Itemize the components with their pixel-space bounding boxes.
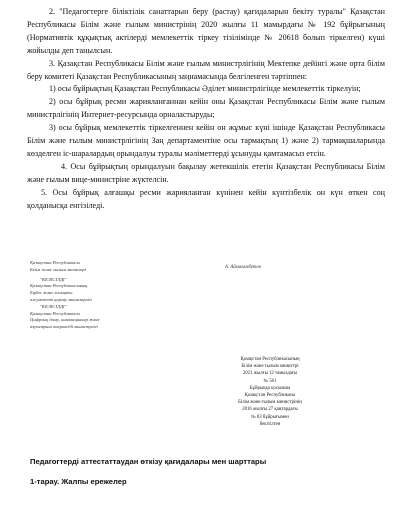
paragraph-3: 3. Қазақстан Республикасы Білім және ғылым министрлігінің Мектепке дейінгі және орта білім беру комитеті Қазақстан Республикасының заңнамасында белгіленген тәртіппен: bbox=[27, 58, 385, 81]
appendix-line: Қазақстан Республикасының bbox=[240, 357, 300, 362]
rules-title: Педагогтерді аттестаттаудан өткізу қағидалары мен шарттары bbox=[30, 457, 267, 466]
appendix-line: Қазақстан Республикасы bbox=[244, 393, 296, 399]
appendix-line: 2016 жылғы 27 қаңтардағы bbox=[242, 407, 298, 413]
approval-block bbox=[30, 260, 140, 331]
approval-line: Білім және ғылым министрі bbox=[30, 266, 86, 272]
paragraph-3-2: 2) осы бұйрық ресми жарияланғаннан кейін оны Қазақстан Республикасы Білім және ғылым министрлігінің Интернет-ресурсында орналастыруды; bbox=[27, 97, 385, 120]
approval-line: Қазақстан Республикасы bbox=[30, 260, 80, 265]
minister-signature-name: А. Аймағамбетов bbox=[225, 265, 261, 270]
appendix-line: Білім және ғылым министрінің bbox=[238, 400, 302, 406]
order-body bbox=[27, 6, 385, 213]
paragraph-5: 5. Осы бұйрық алғашқы ресми жарияланған күнінен кейін күнтізбелік он күн өткен соң қолданысқа енгізіледі. bbox=[27, 187, 385, 210]
approval-line: әлеуметтік қорғау министрлігі bbox=[30, 296, 92, 302]
paragraph-2: 2. "Педагогтерге біліктілік санаттарын беру (растау) қағидаларын бекіту туралы" Қазақстан Республикасы Білім және ғылым министрінің 2020 жылғы 11 мамырдағы № 192 бұйрығының (Нормативтік құқықтық актілерді мемлекеттік тіркеу тізілімінде № 20618 болып тіркелген) күші жойылды деп танылсын. bbox=[27, 7, 385, 55]
approval-line: "КЕЛІСІЛДІ" bbox=[40, 276, 67, 282]
paragraph-4: 4. Осы бұйрықтың орындалуын бақылау жетекшілік ететін Қазақстан Республикасы Білім және ғылым вице-министріне жүктелсін. bbox=[27, 161, 385, 184]
approval-line: Еңбек және халықты bbox=[30, 290, 73, 296]
approval-line: Цифрлық даму, инновациялар және bbox=[30, 317, 100, 323]
approval-line: аэроғарыш өнеркәсібі министрлігі bbox=[30, 324, 98, 330]
appendix-line: 2021 жылғы 12 тамыздағы bbox=[242, 371, 298, 377]
approval-line: "КЕЛІСІЛДІ" bbox=[40, 303, 67, 309]
chapter-heading: 1-тарау. Жалпы ережелер bbox=[30, 477, 127, 486]
appendix-line: № 83 бұйрығымен bbox=[251, 414, 289, 420]
paragraph-3-3: 3) осы бұйрық мемлекеттік тіркелгеннен кейін он жұмыс күні ішінде Қазақстан Республикасы Білім және ғылым министрлігінің Заң департаментіне осы тармақтың 1) және 2) тармақшаларында көзделген іс-шаралардың орындалуы туралы мәліметтерді ұсынуды қамтамасыз етсін. bbox=[27, 123, 385, 158]
appendix-block bbox=[218, 356, 322, 428]
approval-line: Қазақстан Республикасы bbox=[30, 310, 80, 316]
appendix-line: Бұйрыққа қосымша bbox=[249, 385, 291, 391]
paragraph-3-1: 1) осы бұйрықтың Қазақстан Республикасы Әділет министрлігінде мемлекеттік тіркелуін; bbox=[49, 84, 361, 94]
approval-line: Қазақстан Республикасының bbox=[30, 283, 88, 289]
appendix-line: № 561 bbox=[263, 378, 277, 384]
appendix-line: Білім және ғылым министрі bbox=[241, 364, 299, 370]
appendix-line: бекітілген bbox=[259, 421, 281, 427]
